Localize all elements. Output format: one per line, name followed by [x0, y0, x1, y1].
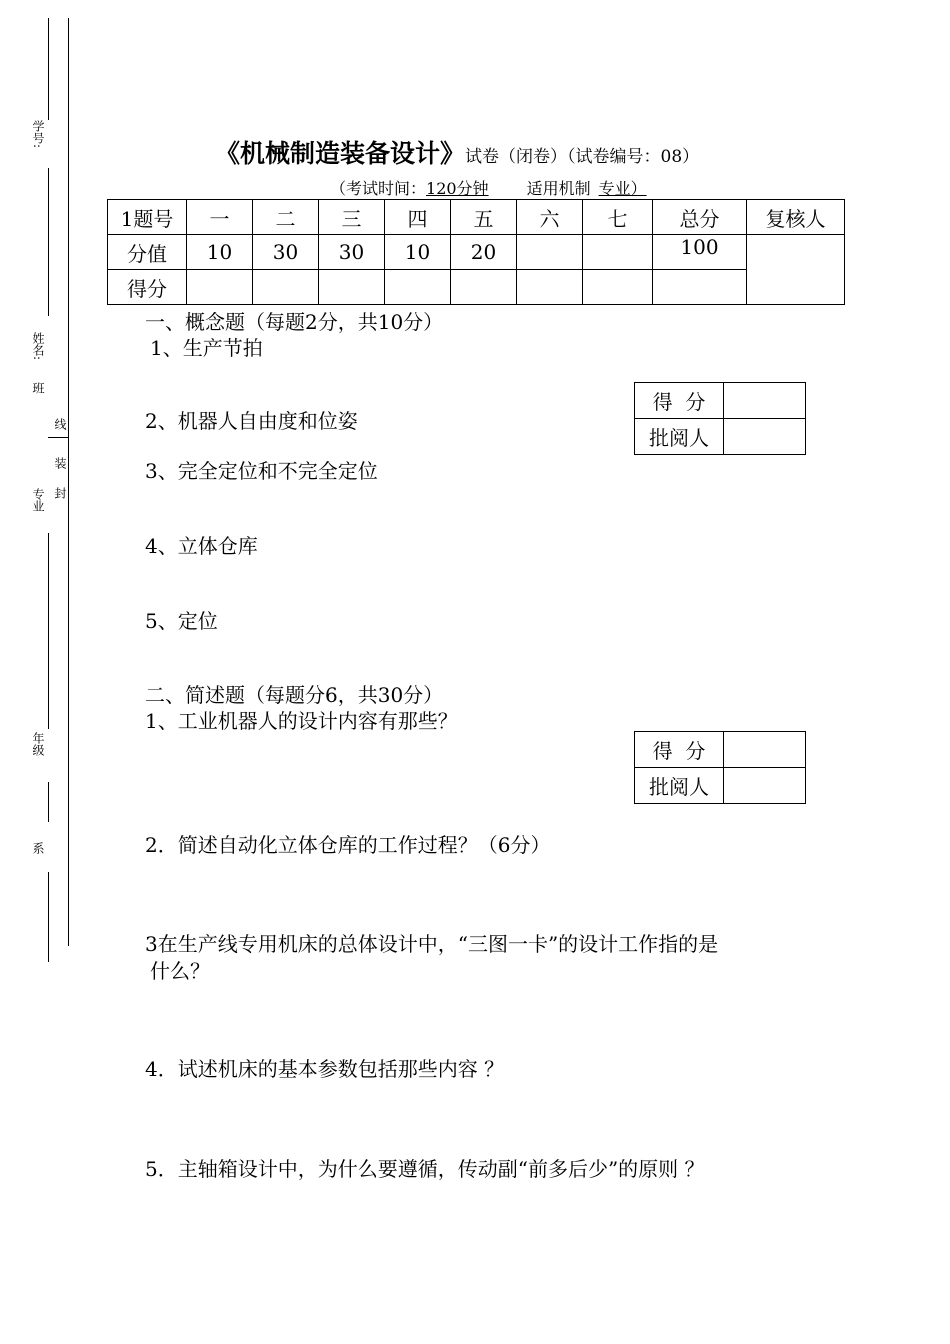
line-label: 线 [53, 418, 67, 430]
header-cell: 五 [451, 200, 517, 235]
value-cell: 10 [385, 235, 451, 270]
value-cell: 30 [253, 235, 319, 270]
header-cell: 1题号 [108, 200, 187, 235]
grading-score-field[interactable] [724, 383, 806, 419]
total-value-cell: 100 [653, 235, 747, 270]
header-cell: 总分 [653, 200, 747, 235]
class-label: 班 [31, 382, 45, 394]
question: 3在生产线专用机床的总体设计中，“三图一卡”的设计工作指的是 [145, 932, 719, 956]
score-table-values-row [108, 235, 845, 270]
grading-grader-field[interactable] [724, 768, 806, 804]
grade-year-label: 年级 [31, 732, 45, 756]
value-cell: 20 [451, 235, 517, 270]
value-cell: 30 [319, 235, 385, 270]
question: 2、机器人自由度和位姿 [145, 409, 358, 433]
score-cell[interactable] [517, 270, 583, 305]
question: 4、立体仓库 [145, 534, 258, 558]
header-cell: 一 [187, 200, 253, 235]
grading-score-label: 得 分 [635, 383, 724, 419]
applicable-prefix: 适用机制 [526, 179, 591, 198]
applicable-suffix: 专业） [598, 179, 647, 198]
name-label: 姓名: [31, 332, 45, 361]
question: 1、工业机器人的设计内容有那些？ [145, 709, 458, 733]
row-label: 得分 [108, 270, 187, 305]
department-label: 系 [31, 842, 45, 854]
question: 4．试述机床的基本参数包括那些内容 ？ [145, 1057, 505, 1081]
binding-tick [48, 437, 68, 438]
binding-line-inner [48, 168, 49, 316]
header-cell: 六 [517, 200, 583, 235]
score-cell[interactable] [385, 270, 451, 305]
course-title: 《机械制造装备设计》 [215, 139, 466, 168]
seal-label: 封 [53, 487, 67, 499]
header-cell: 复核人 [747, 200, 845, 235]
header-cell: 二 [253, 200, 319, 235]
question-continuation: 什么？ [150, 959, 210, 983]
section2-title: 二、简述题（每题分6，共30分） [145, 683, 444, 707]
value-cell: 10 [187, 235, 253, 270]
score-cell[interactable] [319, 270, 385, 305]
score-table-header-row [108, 200, 845, 235]
exam-title [215, 134, 699, 170]
question: 1、生产节拍 [150, 336, 263, 360]
score-table [107, 199, 845, 305]
exam-info [330, 176, 647, 199]
grading-score-field[interactable] [724, 732, 806, 768]
grading-box [634, 731, 806, 804]
grading-box [634, 382, 806, 455]
question: 5．主轴箱设计中，为什么要遵循，传动副“前多后少”的原则 ？ [145, 1157, 705, 1181]
question: 3、完全定位和不完全定位 [145, 459, 378, 483]
grading-grader-label: 批阅人 [635, 768, 724, 804]
paper-type: 试卷（闭卷）（试卷编号：08） [465, 147, 700, 167]
grading-grader-label: 批阅人 [635, 419, 724, 455]
question: 5、定位 [145, 609, 218, 633]
score-cell[interactable] [187, 270, 253, 305]
value-cell [517, 235, 583, 270]
binding-line-inner [48, 18, 49, 120]
header-cell: 三 [319, 200, 385, 235]
binding-line-inner [48, 533, 49, 729]
binding-line-inner [48, 782, 49, 822]
score-table-scores-row [108, 270, 845, 305]
header-cell: 七 [583, 200, 653, 235]
student-id-label: 学号: [31, 120, 45, 149]
section1-title: 一、概念题（每题2分，共10分） [145, 310, 444, 334]
major-label: 专业 [31, 488, 45, 512]
row-label: 分值 [108, 235, 187, 270]
value-cell [583, 235, 653, 270]
score-cell[interactable] [583, 270, 653, 305]
binding-line-inner [48, 872, 49, 962]
score-cell[interactable] [253, 270, 319, 305]
exam-time: 120分钟 [426, 179, 489, 198]
reviewer-cell[interactable] [747, 235, 845, 305]
bind-label: 装 [53, 457, 67, 469]
header-cell: 四 [385, 200, 451, 235]
score-cell[interactable] [451, 270, 517, 305]
grading-grader-field[interactable] [724, 419, 806, 455]
exam-time-prefix: （考试时间： [330, 179, 427, 198]
grading-score-label: 得 分 [635, 732, 724, 768]
total-score-cell[interactable] [653, 270, 747, 305]
binding-line-outer [68, 18, 69, 946]
question: 2．简述自动化立体仓库的工作过程？（6分） [145, 833, 551, 857]
